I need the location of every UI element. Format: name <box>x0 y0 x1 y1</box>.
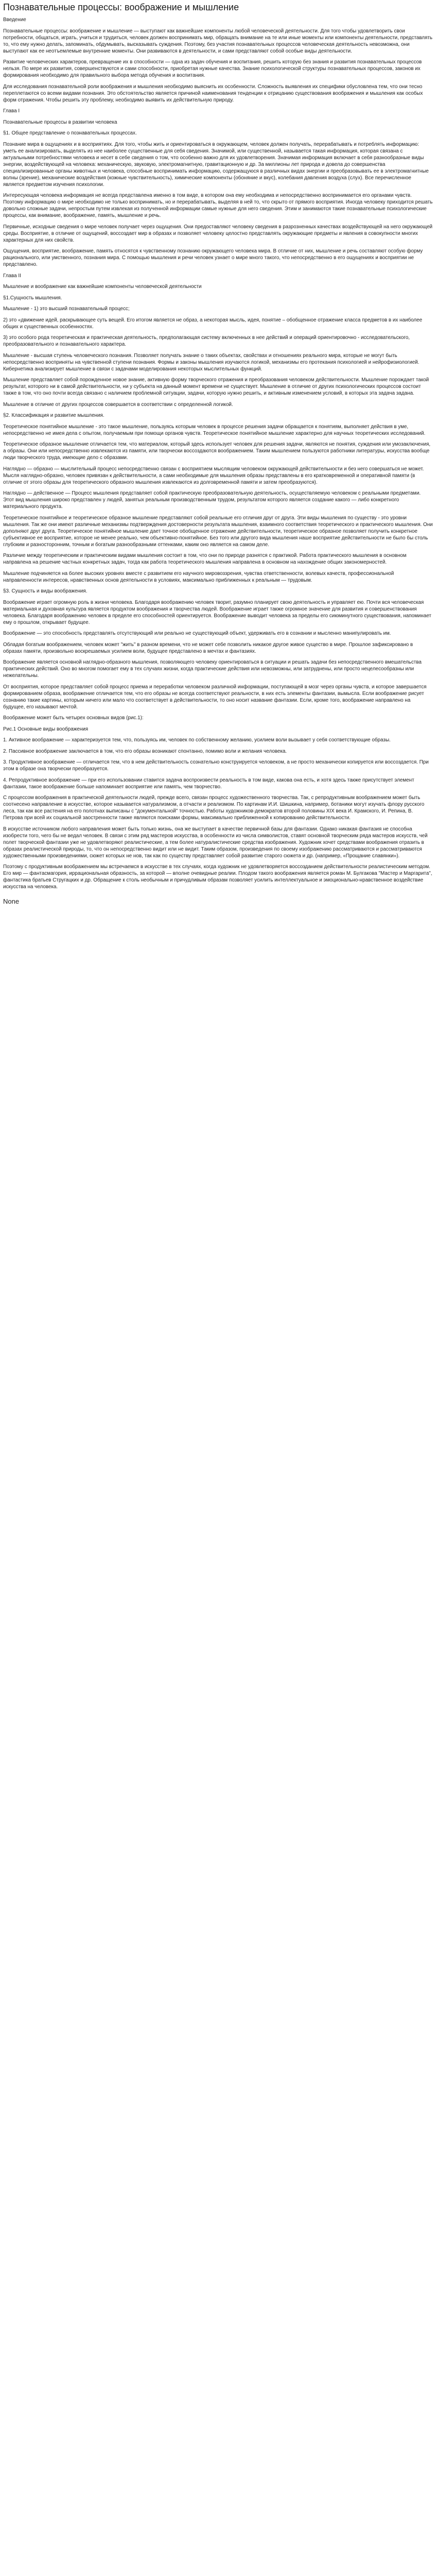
paragraph: 3) это особого рода теоретическая и практическая деятельность, предполагающая систему включенных в нее действий и операций ориентировочно - исследовательского, преобразовательного и познавательного характера. <box>3 335 410 347</box>
paragraph: Введение <box>3 17 26 23</box>
paragraph: §1. Общее представление о познавательных процессах. <box>3 130 137 136</box>
paragraph: 2. Пассивное воображение заключается в том, что его образы возникают спонтанно, помимо воли и желания человека. <box>3 748 287 754</box>
paragraph: Воображение играет огромную роль в жизни человека. Благодаря воображению человек творит, разумно планирует свою деятельность и управляет ею. Почти вся человеческая материальная и духовная культура является продуктом воображения и творчества людей. Воображение играет также огромное значение для развития и совершенствования человека. Благодаря воображению человек в пределе его способностей ориентируется. Воображение выводит человека за пределы его сиюминутного существования, напоминает ему о прошлом, открывает будущее. <box>3 599 431 625</box>
paragraph: Воображение — это способность представлять отсутствующий или реально не существующий объект, удерживать его в сознании и мысленно манипулировать им. <box>3 631 391 636</box>
paragraph: Развитие человеческих характеров, превращение их в способности — одна из задач обучения и воспитания, решить которую без знания и развития познавательных процессов нельзя. По мере их развития, совершенствуются и сами способности, приобретая нужные качества. Знание психологической структуры познавательных процессов, законов их формирования необходимо для правильного выбора метода обучения и воспитания. <box>3 59 422 78</box>
paragraph: Интересующая человека информация не всегда представлена именно в том виде, в котором она ему необходима и непосредственно воспринимается его органами чувств. Поэтому информацию о мире необходимо не только воспринимать, но и перерабатывать, выделяя в ней то, что скрыто от прямого восприятия. Иногда человеку приходится решать довольно сложные задачи, непростым путем извлекая из полученной информации самые нужные для него сведения. Этим и занимаются такие познавательные психологические процессы, как внимание, воображение, память, мышление и речь. <box>3 193 433 218</box>
paragraph: Мышление и воображение как важнейшие компоненты человеческой деятельности <box>3 284 202 290</box>
paragraph: Воображение может быть четырех основных видов (рис.1): <box>3 715 144 721</box>
paragraph: 4. Репродуктивное воображение — при его использовании ставится задача воспроизвести реальность в том виде, какова она есть, и хотя здесь также присутствует элемент фантазии, такое воображение больше напоминает восприятие или память, чем творчество. <box>3 777 414 790</box>
paragraph: Поэтому с продуктивным воображением мы встречаемся в искусстве в тех случаях, когда художник не удовлетворяется воссозданием действительности реалистическим методом. Его мир — фантасмагория, иррациональная образность, за которой — вполне очевидные реалии. Плодом такого воображения является роман М. Булгакова "Мастер и Маргарита", фантастика братьев Стругацких и др. Обращение к столь необычным и причудливым образам позволяет усилить интеллектуальное и эмоционально-нравственное воздействие искусства на человека. <box>3 864 432 890</box>
paragraph: §2. Классификация и развитие мышления. <box>3 413 104 418</box>
paragraph: С процессом воображения в практической деятельности людей, прежде всего, связан процесс художественного творчества. Так, с репродуктивным воображением может быть соотнесено направление в искусстве, которое называется натурализмом, а отчасти и реализмом. По картинам И.И. Шишкина, например, ботаники могут изучать флору русского леса, так как все растения на его полотнах выписаны с "документальной" точностью. Работы художников-демократов второй половины XIX века И. Крамского, И. Репина, В. Петрова при всей их социальной заостренности также являются поисками формы, максимально приближенной к копированию действительности. <box>3 795 425 821</box>
paragraph: 2) это «движение идей, раскрывающее суть вещей. Его итогом является не образ, а некоторая мысль, идея, понятие – обобщенное отражение класса предметов в их наиболее общих и существенных особенностях. <box>3 317 423 330</box>
paragraph: Различие между теоретическим и практическим видами мышления состоит в том, что они по природе разнятся с практикой. Работа практического мышления в основном направлена на решение частных конкретных задач, тогда как работа теоретического мышления направлена в основном на нахождение общих закономерностей. <box>3 553 407 565</box>
paragraph: §3. Сущность и виды воображения. <box>3 588 88 594</box>
page-title: Познавательные процессы: воображение и мышление <box>3 2 239 12</box>
paragraph: Теоретическое образное мышление отличается тем, что материалом, который здесь использует человек для решения задачи, являются не понятия, суждения или умозаключения, а образы. Они или непосредственно извлекаются из памяти, или творчески воссоздаются воображением. Таким мышлением пользуются работники литературы, искусства вообще люди творческого труда, имеющие дело с образами. <box>3 442 431 461</box>
paragraph: Обладая богатым воображением, человек может "жить" в разном времени, что не может себе позволить никакое другое живое существо в мире. Прошлое зафиксировано в образах памяти, произвольно воскрешаемых усилием воли, будущее представлено в мечтах и фантазиях. <box>3 641 413 654</box>
paragraph: Первичные, исходные сведения о мире человек получает через ощущения. Они предоставляют человеку сведения в разрозненных качествах воздействующей на него окружающей среды. Восприятие, в отличие от ощущений, воссоздает мир в образах и позволяет человеку целостно представлять окружающие предметы и явления в совокупности многих характерных для них свойств. <box>3 224 433 243</box>
paragraph: §1.Сущность мышления. <box>3 295 62 301</box>
paragraph: Глава I <box>3 108 20 114</box>
paragraph: Для исследования познавательной роли воображения и мышления необходимо выяснить их особенности. Сложность выявления их специфики обусловлена тем, что они тесно переплетаются со всеми видами познания. Это обстоятельство является причиной наименования тенденции к отрицанию существования воображения и мышления как особых форм отражения. Чтобы решить эту проблему, необходимо выявить их действительную природу. <box>3 83 423 103</box>
paragraph: Воображение является основной наглядно-образного мышления, позволяющего человеку ориентироваться в ситуации и решать задачи без непосредственного вмешательства практических действий. Оно во многом помогает ему в тех случаях жизни, когда практические действия или невозможны, или затруднены, или просто нецелесообразны или нежелательны. <box>3 659 422 679</box>
document <box>0 0 436 906</box>
paragraph: Наглядно — действенное — Процесс мышления представляет собой практическую преобразовательную деятельность, осуществляемую человеком с реальными предметами. Этот вид мышления широко представлен у людей, занятых реальным производственным трудом, результатом которого является создание какого — либо конкретного материального продукта. <box>3 490 421 510</box>
paragraph: Ощущения, восприятие, воображение, память относятся к чувственному познанию окружающего человека мира. В отличие от них, мышление и речь составляют особую форму рационального, или умственного, познания мира. С помощью мышления и речи человек узнает о мире много такого, что непосредственно в его ощущениях и восприятии не представлено. <box>3 248 423 267</box>
paragraph: Рис.1 Основные виды воображения <box>3 726 89 732</box>
paragraph: Глава II <box>3 273 21 279</box>
paragraph: Мышление представляет собой порожденное новое знание, активную форму творческого отражения и преобразования человеком действительности. Мышление порождает такой результат, которого ни в самой действительности, ни у субъекта на данный момент времени не существует. Мышление в отличие от других психологических процессов состоит также в том, что оно почти всегда связано с наличием проблемной ситуации, задачи, которую нужно решить, и активным изменением условий, в которых эта задача задана. <box>3 377 429 396</box>
footer-text: None <box>3 897 20 905</box>
paragraph: Мышление в отличие от других процессов совершается в соответствии с определенной логикой. <box>3 401 233 408</box>
paragraph: Теоретическое понятийное мышление - это такое мышление, пользуясь которым человек в процессе решения задачи обращается к понятиям, выполняет действия в уме, непосредственно не имея дела с опытом, получаемым при помощи органов чувств. Теоретическое понятийное мышление характерно для научных теоретических исследований. <box>3 423 426 436</box>
paragraph: Познавательные процессы в развитии человека <box>3 119 117 125</box>
paragraph: Познавательные процессы: воображение и мышление — выступают как важнейшие компоненты любой человеческой деятельности. Для того чтобы удовлетворить свои потребности, общаться, играть, учиться и трудиться, человек должен воспринимать мир, обращать внимание на те или иные моменты или компоненты деятельности, представлять то, что ему нужно делать, запоминать, обдумывать, высказывать суждения. Поэтому, без участия познавательных процессов человеческая деятельность невозможна, они выступают как ее неотъемлемые внутренние моменты. Они развиваются в деятельности, и сами представляют собой особые виды деятельности. <box>3 28 433 54</box>
paragraph: 3. Продуктивное воображение — отличается тем, что в нем действительность сознательно конструируется человеком, а не просто механически копируется или воссоздается. При этом в образе она творчески преобразуется. <box>3 759 429 772</box>
paragraph: Мышление - 1) это высший познавательный процесс; <box>3 306 130 312</box>
document-body <box>3 16 433 890</box>
paragraph: Познание мира в ощущениях и в восприятиях. Для того, чтобы жить и ориентироваться в окружающем, человек должен получать, перерабатывать и потреблять информацию: уметь ее анализировать, выделять из нее наиболее существенные для себя сведения. Значимой, или существенной, называется такая информация, которая связана с актуальными потребностями человека и несет в себе сведения о том, что особенно важно для их удовлетворения. Значимая информация включает в себя разнообразные виды энергии, воздействующей на человека: механическую, звуковую, электромагнитную, гравитационную и др. За миллионы лет природа и довела до совершенства специализированные органы животных и человека, способные воспринимать информацию, содержащуюся в различных видах энергии и преобразовывать ее в электромагнитные волны (зрение), механические воздействия (кожные чувствительность), химические компоненты (обоняние и вкус), колебания давления воздуха (слух). Все перечисленное является предметом изучения психологии. <box>3 141 429 188</box>
paragraph: Наглядно — образно — мыслительный процесс непосредственно связан с восприятием мыслящим человеком окружающей действительности и без него совершаться не может. Мысля наглядно-образно, человек привязан к действительности, а сами необходимые для мышления образы представлены в его кратковременной и оперативной памяти (в отличие от этого образы для теоретического образного мышления извлекаются из долговременной памяти и затем преобразуются). <box>3 466 424 485</box>
paragraph: Мышление подчиняется на более высоких уровнях вместе с развитием его научного мировоззрения, чувства ответственности, волевых качеств, профессиональной направленности интересов, нравственных основ деятельности в условиях, максимально приближенных к реальным — трудовым. <box>3 570 394 583</box>
paragraph: Мышление - высшая ступень человеческого познания. Позволяет получать знание о таких объектах, свойствах и отношениях реального мира, которые не могут быть непосредственно восприняты на чувственной ступени познания. Формы и законы мышления изучаются логикой, механизмы его протекания психологией и нейрофизиологией. Кибернетика анализирует мышление в связи с задачами моделирования некоторых мыслительных функций. <box>3 352 420 372</box>
paragraph: В искусстве источником любого направления может быть только жизнь, она же выступает в качестве первичной базы для фантазии. Однако никакая фантазия не способна изобрести того, чего бы не ведал человек. В связи с этим ряд мастеров искусства, в особенности из числа символистов, ставят основной творческим ряда мастеров искусств, чей полет творческой фантазии уже не удовлетворяют реалистические, а тем более натуралистические средства изображения. Художник хочет средствами воображения отразить в образах реалистической природы, то, что он непосредственно видит или не видит. Таким образом, произведения по своему изображению рассматриваются и рассматриваются художественными произведениями, сюжет которых не нов, так как по существу представляет собой развитие старого сюжета и др. (например, «Прощание славянки»). <box>3 826 428 859</box>
paragraph: От восприятия, которое представляет собой процесс приема и переработки человеком различной информации, поступающей в мозг через органы чувств, и которое завершается формированием образа, воображение отличается тем, что его образы не всегда соответствуют реальности, в них есть элементы фантазии, вымысла. Если воображение рисует сознанию такие картины, которым ничего или мало что соответствует в действительности, то оно носит название фантазии. Если, кроме того, воображение направлено на будущее, его называют мечтой. <box>3 684 427 710</box>
paragraph: 1. Активное воображение — характеризуется тем, что, пользуясь им, человек по собственному желанию, усилием воли вызывает у себя соответствующие образы. <box>3 737 391 743</box>
paragraph: Теоретическое понятийное и теоретическое образное мышление представляют собой реальные его отличия друг от друга. Эти виды мышления по существу - это уровни мышления. Так же они имеют различные механизмы подтверждения достоверности результата мышления, взаимного соответствия теоретического и практического мышления. Они дополняют друг друга. Теоретическое понятийное мышление дает точное обобщенное отражение действительности, теоретическое образное позволяет получить конкретное субъективное ее восприятие, которое не менее реально, чем объективно-понятийное. Без того или другого вида мышления наше восприятие действительности не было бы столь глубоким и разносторонним, точным и богатым разнообразными оттенками, каким оно является на самом деле. <box>3 515 433 548</box>
